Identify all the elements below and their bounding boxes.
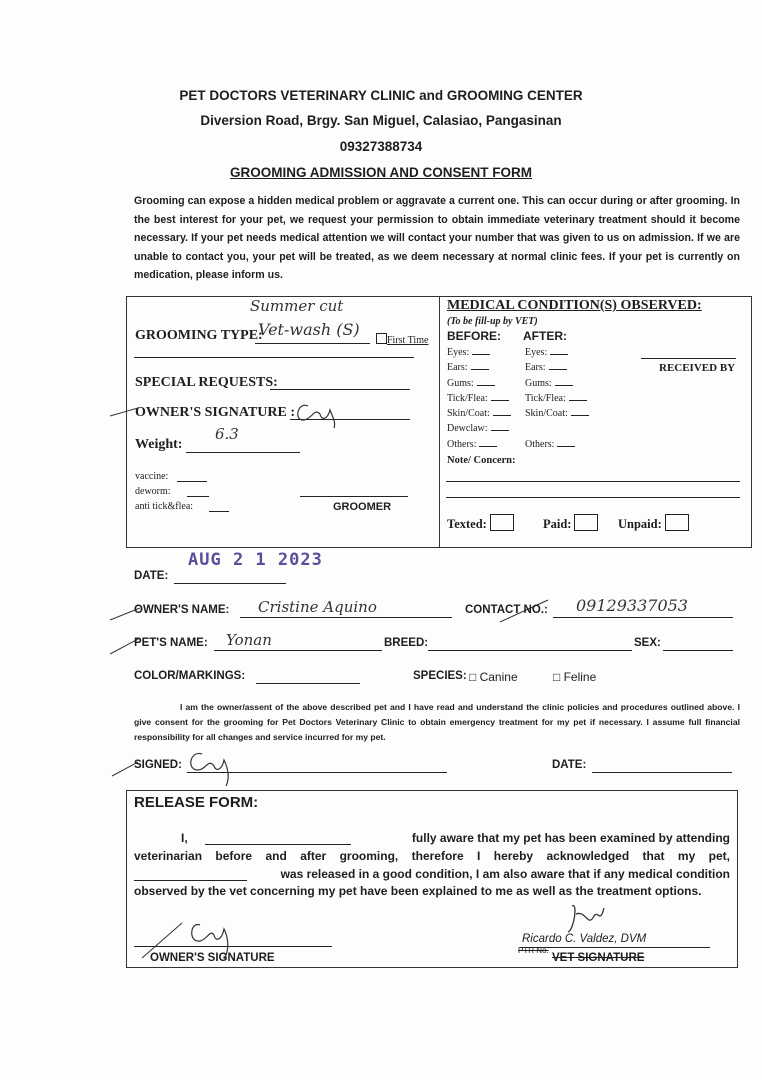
special-requests-line <box>270 389 410 390</box>
owner-name-value: Cristine Aquino <box>258 598 377 616</box>
medical-item-label: Dewclaw: <box>447 423 488 435</box>
signed-scribble <box>110 748 270 788</box>
medical-item-label: Eyes: <box>525 347 548 358</box>
after-item <box>525 408 589 423</box>
signed-label: SIGNED: <box>134 759 182 771</box>
medical-item-label: Others: <box>525 438 555 450</box>
medical-item-label: Ears: <box>447 362 468 374</box>
deworm-line <box>187 496 209 497</box>
breed-label: BREED: <box>384 637 429 649</box>
release-vet-sig-label: VET SIGNATURE <box>552 952 645 964</box>
before-list <box>447 347 511 454</box>
after-list <box>525 347 589 454</box>
grooming-type-line <box>255 343 370 344</box>
before-item <box>447 347 511 362</box>
medical-item-label: Tick/Flea: <box>447 392 488 404</box>
unpaid-field[interactable] <box>618 514 689 532</box>
medical-item-blank[interactable] <box>472 354 490 355</box>
grooming-type-line-2 <box>134 357 414 358</box>
date-stamp: AUG 2 1 2023 <box>188 550 323 570</box>
signed-date-label: DATE: <box>552 759 587 771</box>
contact-line <box>553 617 733 618</box>
release-name-blank <box>205 844 351 845</box>
species-feline-option[interactable]: □ Feline <box>553 670 597 684</box>
vaccine-label: vaccine: <box>135 471 169 482</box>
grooming-type-value-1: Summer cut <box>250 297 344 315</box>
paid-field[interactable] <box>543 514 598 532</box>
medical-item-label: Others: <box>447 438 477 450</box>
breed-line <box>428 650 632 651</box>
medical-item-blank[interactable] <box>471 369 489 370</box>
tick-flea-label: anti tick&flea: <box>135 501 194 512</box>
color-label: COLOR/MARKINGS: <box>134 670 246 682</box>
before-item <box>447 362 511 377</box>
groomer-label: GROOMER <box>333 501 392 513</box>
feline-label: Feline <box>563 670 597 684</box>
received-by-line <box>641 358 736 359</box>
medical-item-blank[interactable] <box>550 354 568 355</box>
clinic-name: PET DOCTORS VETERINARY CLINIC and GROOMING CENTER <box>179 88 583 103</box>
medical-item-label: Gums: <box>525 377 552 389</box>
release-title: RELEASE FORM: <box>134 794 259 811</box>
weight-label: Weight: <box>135 437 183 452</box>
after-item <box>525 439 589 454</box>
release-i: I, <box>181 831 188 845</box>
unpaid-label: Unpaid: <box>618 517 662 531</box>
before-item <box>447 439 511 454</box>
species-label: SPECIES: <box>413 670 467 682</box>
form-title: GROOMING ADMISSION AND CONSENT FORM <box>230 165 532 180</box>
medical-item-blank[interactable] <box>555 385 573 386</box>
medical-item-blank[interactable] <box>493 415 511 416</box>
vaccine-line <box>177 481 207 482</box>
owner-name-line <box>240 617 452 618</box>
medical-title: MEDICAL CONDITION(S) OBSERVED: <box>447 298 702 313</box>
medical-item-blank[interactable] <box>477 385 495 386</box>
contact-value: 09129337053 <box>576 596 688 615</box>
grooming-type-label: GROOMING TYPE: <box>135 328 263 343</box>
medical-item-blank[interactable] <box>479 446 497 447</box>
texted-field[interactable] <box>447 514 514 532</box>
medical-item-blank[interactable] <box>491 430 509 431</box>
signed-date-line <box>592 772 732 773</box>
medical-item-blank[interactable] <box>571 415 589 416</box>
release-line-4: observed by the vet concerning my pet have been explained to me as well as the treatment options. <box>134 884 702 898</box>
groomer-line <box>300 496 408 497</box>
release-text-3: was released in a good condition, I am also aware that if any medical condition <box>280 867 730 881</box>
received-by-label: RECEIVED BY <box>659 362 736 374</box>
medical-item-label: Gums: <box>447 377 474 389</box>
clinic-phone: 09327388734 <box>339 139 423 154</box>
medical-item-label: Skin/Coat: <box>447 408 490 420</box>
intro-paragraph: Grooming can expose a hidden medical problem or aggravate a current one. This can occur during or after grooming. In the best interest for your pet, we request your permission to obtain immediate veterinary treatment should it become necessary. If your pet needs medical attention we will contact your number that was given to us on admission. If we are unable to contact you, your pet will be treated, as we deem necessary at normal clinic fees. If your pet is currently on medication, please inform us. <box>134 195 740 281</box>
medical-item-blank[interactable] <box>569 400 587 401</box>
owner-sig-line <box>134 946 332 947</box>
date-label: DATE: <box>134 570 169 582</box>
consent-paragraph: I am the owner/assent of the above described pet and I have read and understand the clinic policies and procedures outlined above. I give consent for the grooming for Pet Doctors Veterinary Clinic to obtain emergency treatment for my pet if necessary. I assume full financial responsibility for all changes and service incurred for my pet. <box>134 702 740 742</box>
medical-item-label: Ears: <box>525 362 546 374</box>
release-line-2: veterinarian before and after grooming, therefore I hereby acknowledged that my pet, <box>134 849 730 863</box>
first-time-label: First Time <box>387 335 429 346</box>
weight-value: 6.3 <box>215 425 239 443</box>
species-canine-option[interactable]: □ Canine <box>469 670 518 684</box>
deworm-label: deworm: <box>135 486 171 497</box>
color-line <box>256 683 360 684</box>
release-owner-sig-label: OWNER'S SIGNATURE <box>150 952 275 964</box>
texted-checkbox[interactable] <box>490 514 514 531</box>
release-text-1: fully aware that my pet has been examined by attending <box>411 831 730 845</box>
box-divider <box>439 296 440 548</box>
note-label: Note/ Concern: <box>447 455 516 466</box>
after-label: AFTER: <box>523 329 567 343</box>
sex-label: SEX: <box>634 637 661 649</box>
medical-item-label: Tick/Flea: <box>525 392 566 404</box>
pet-name-value: Yonan <box>226 631 272 649</box>
before-label: BEFORE: <box>447 329 501 343</box>
first-time-option[interactable] <box>376 333 428 346</box>
paid-label: Paid: <box>543 517 572 531</box>
note-line-2 <box>446 497 740 498</box>
before-item <box>447 408 511 423</box>
note-line-1 <box>446 481 740 482</box>
medical-item-label: Eyes: <box>447 347 470 358</box>
medical-subtitle: (To be fill-up by VET) <box>447 316 538 327</box>
after-item <box>525 347 589 362</box>
vet-name: Ricardo C. Valdez, DVM <box>522 933 647 945</box>
clinic-address: Diversion Road, Brgy. San Miguel, Calasiao, Pangasinan <box>200 113 562 128</box>
before-item <box>447 393 511 408</box>
owner-signature-label: OWNER'S SIGNATURE : <box>135 405 295 420</box>
after-item <box>525 362 589 377</box>
pet-name-line <box>214 650 382 651</box>
special-requests-label: SPECIAL REQUESTS: <box>135 375 278 390</box>
owner-name-label: OWNER'S NAME: <box>134 604 230 616</box>
before-item <box>447 423 511 438</box>
medical-item-blank[interactable] <box>491 400 509 401</box>
date-line <box>174 583 286 584</box>
tick-flea-line <box>209 511 229 512</box>
grooming-type-value-2: Vet-wash (S) <box>258 320 360 339</box>
texted-label: Texted: <box>447 517 487 531</box>
paid-checkbox[interactable] <box>574 514 598 531</box>
contact-label: CONTACT NO.: <box>465 604 548 616</box>
after-item <box>525 423 589 438</box>
pet-name-label: PET'S NAME: <box>134 637 208 649</box>
before-item <box>447 378 511 393</box>
canine-label: Canine <box>479 670 518 684</box>
medical-item-blank[interactable] <box>557 446 575 447</box>
medical-item-blank[interactable] <box>549 369 567 370</box>
medical-item-label: Skin/Coat: <box>525 408 568 420</box>
after-item <box>525 393 589 408</box>
after-item <box>525 378 589 393</box>
unpaid-checkbox[interactable] <box>665 514 689 531</box>
ptr-label: PTR No. <box>518 946 549 955</box>
first-time-checkbox[interactable] <box>376 333 387 344</box>
weight-line <box>186 452 300 453</box>
sex-line <box>663 650 733 651</box>
release-pet-blank <box>134 880 247 881</box>
